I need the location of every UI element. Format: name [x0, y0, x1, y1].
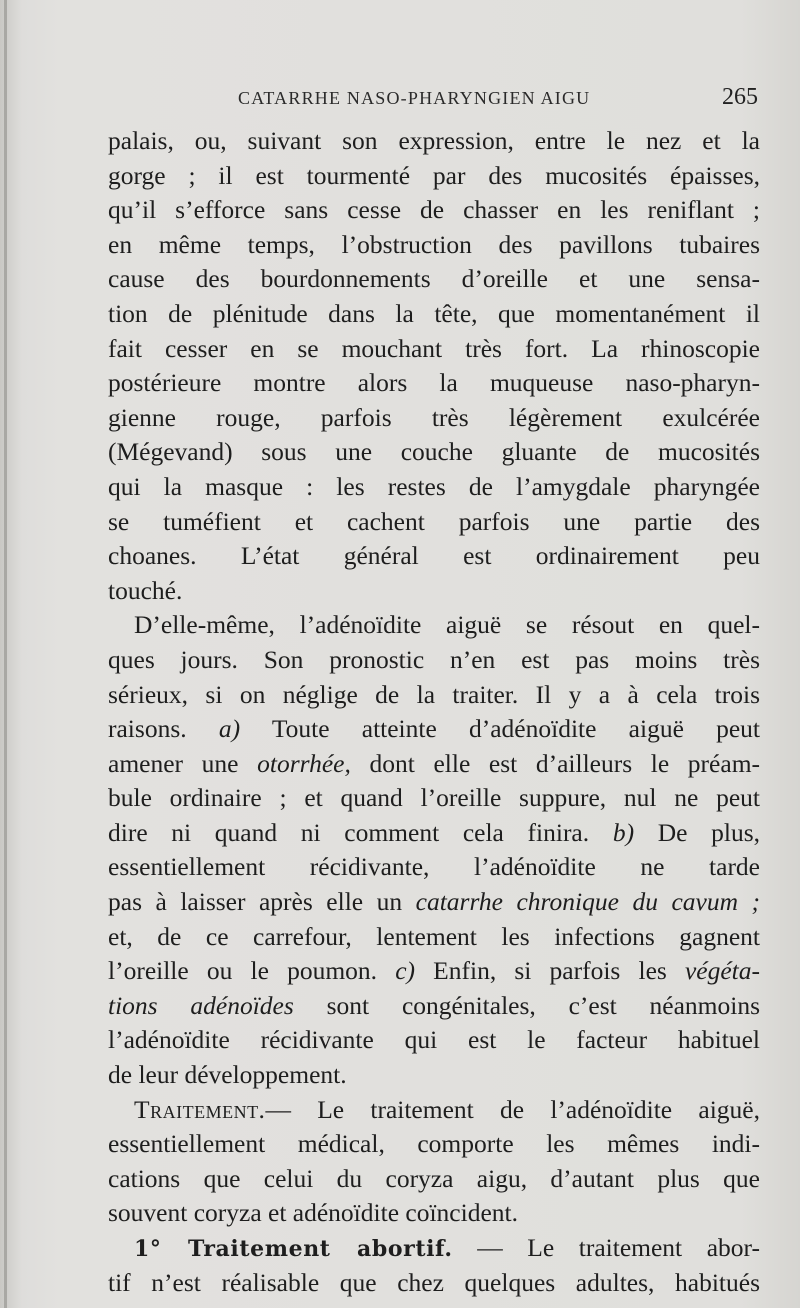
- text-line: [108, 1093, 760, 1128]
- text-line: [108, 885, 760, 920]
- text-segment: Enfin, si parfois les: [433, 956, 667, 986]
- text-line: l’adénoïdite récidivante qui est le facteur habituel: [108, 1025, 760, 1055]
- text-line: se tuméfient et cachent parfois une partie des: [108, 506, 760, 536]
- text-line: postérieure montre alors la muqueuse naso-pharyn-: [108, 368, 760, 398]
- text-line: qui la masque : les restes de l’amygdale pharyngée: [108, 471, 760, 501]
- text-line: choanes. L’état général est ordinairement peu: [108, 541, 760, 571]
- text-segment: raisons.: [108, 714, 187, 744]
- section-heading: Traitement.: [134, 1094, 266, 1124]
- text-segment: Toute atteinte d’adénoïdite aiguë peut: [271, 714, 760, 744]
- text-line: sérieux, si on néglige de la traiter. Il y a à cela trois: [108, 679, 760, 709]
- text-segment: — Le traitement abor-: [477, 1233, 761, 1262]
- subsection-heading: 1° Traitement abortif.: [134, 1236, 453, 1262]
- text-segment: De plus,: [657, 817, 761, 847]
- text-segment: — Le traitement de l’adénoïdite aiguë,: [265, 1094, 760, 1124]
- italic-term: otorrhée,: [257, 748, 351, 778]
- text-line: cations que celui du coryza aigu, d’autant plus que: [108, 1163, 760, 1193]
- text-line: tion de plénitude dans la tête, que momentanément il: [108, 298, 760, 328]
- text-segment: amener une: [108, 748, 239, 778]
- text-line: en même temps, l’obstruction des pavillons tubaires: [108, 229, 760, 259]
- text-line: gienne rouge, parfois très légèrement exulcérée: [108, 402, 760, 432]
- body-text: [108, 124, 760, 1300]
- text-line: cause des bourdonnements d’oreille et une sensa-: [108, 264, 760, 294]
- text-line: gorge ; il est tourmenté par des mucosités épaisses,: [108, 160, 760, 190]
- text-line: [108, 747, 760, 782]
- text-line: essentiellement récidivante, l’adénoïdite ne tarde: [108, 852, 760, 882]
- text-line: (Mégevand) sous une couche gluante de mucosités: [108, 437, 760, 467]
- text-line: souvent coryza et adénoïdite coïncident.: [108, 1198, 518, 1228]
- text-line: bule ordinaire ; et quand l’oreille suppure, nul ne peut: [108, 783, 760, 813]
- running-title: CATARRHE NASO-PHARYNGIEN AIGU: [238, 88, 591, 108]
- enum-marker-a: a): [218, 714, 241, 744]
- text-line: D’elle-même, l’adénoïdite aiguë se résout en quel-: [134, 610, 760, 640]
- text-segment: l’oreille ou le poumon.: [108, 956, 378, 986]
- text-line: [108, 954, 760, 989]
- text-segment: dont elle est d’ailleurs le préam-: [369, 748, 761, 778]
- text-line: de leur développement.: [108, 1060, 347, 1090]
- text-line: [108, 989, 760, 1024]
- page-edge: [4, 0, 7, 1308]
- text-line: ques jours. Son pronostic n’en est pas moins très: [108, 644, 760, 674]
- text-segment: sont congénitales, c’est néanmoins: [326, 990, 761, 1020]
- text-line: [108, 1231, 760, 1266]
- text-segment: pas à laisser après elle un: [108, 887, 403, 917]
- italic-term: catarrhe chronique du cavum ;: [415, 887, 761, 917]
- enum-marker-b: b): [612, 817, 635, 847]
- text-line: essentiellement médical, comporte les mêmes indi-: [108, 1129, 760, 1159]
- italic-term: végéta-: [684, 956, 760, 986]
- text-line: qu’il s’efforce sans cesse de chasser en les reniflant ;: [108, 195, 760, 225]
- page-header: [108, 84, 760, 114]
- text-line: fait cesser en se mouchant très fort. La rhinoscopie: [108, 333, 760, 363]
- text-line: et, de ce carrefour, lentement les infections gagnent: [108, 921, 760, 951]
- page-number: 265: [722, 84, 758, 110]
- text-line: palais, ou, suivant son expression, entre le nez et la: [108, 126, 760, 155]
- text-line: tif n’est réalisable que chez quelques adultes, habitués: [108, 1267, 760, 1297]
- text-line: touché.: [108, 575, 183, 605]
- text-line: [108, 712, 760, 747]
- italic-term: tions adénoïdes: [108, 990, 294, 1020]
- text-segment: dire ni quand ni comment cela finira.: [108, 817, 590, 847]
- text-line: [108, 816, 760, 851]
- enum-marker-c: c): [395, 956, 416, 986]
